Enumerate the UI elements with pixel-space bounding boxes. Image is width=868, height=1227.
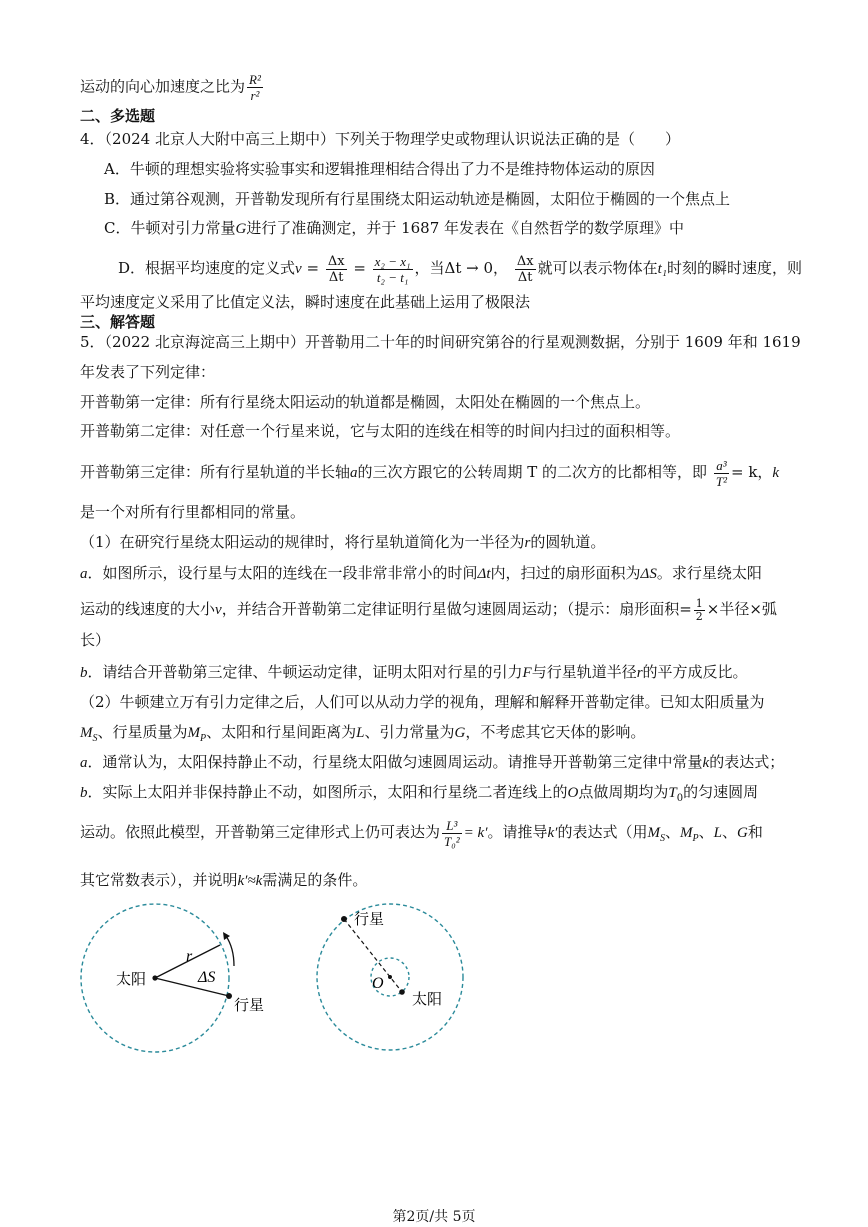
planet-dot bbox=[341, 916, 347, 922]
q4-d-comma: ， bbox=[493, 259, 509, 277]
q5-line2: 年发表了下列定律： bbox=[80, 363, 216, 381]
q5-part1-intro bbox=[80, 532, 605, 553]
q5-p2b-mp: M bbox=[679, 825, 693, 841]
figure2-sun-label: 太阳 bbox=[412, 990, 443, 1008]
page-footer: 第2页/共 5页 bbox=[392, 1209, 476, 1225]
q5-p1b-text-1: ．请结合开普勒第三定律、牛顿运动定律，证明太阳对行星的引力 bbox=[87, 663, 523, 681]
q5-law3-eq: = k， bbox=[730, 463, 773, 481]
q4-d-text-2: ，当 bbox=[414, 259, 445, 277]
q5-p2b-and: 和 bbox=[747, 823, 763, 841]
q5-law3-k: k bbox=[772, 465, 780, 481]
q5-p2-text-3: 、引力常量为 bbox=[364, 723, 455, 741]
q5-p1a-label: a bbox=[80, 566, 88, 582]
q5-p1b-f: F bbox=[522, 665, 532, 681]
q5-law1: 开普勒第一定律：所有行星绕太阳运动的轨道都是椭圆，太阳处在椭圆的一个焦点上。 bbox=[80, 393, 651, 411]
q4-d-text-1: D．根据平均速度的定义式 bbox=[118, 259, 296, 277]
q5-p1a-l2-text-3: ×半径×弧 bbox=[706, 600, 777, 618]
q5-p2-ms: M bbox=[80, 725, 93, 741]
center-o-dot bbox=[388, 975, 392, 979]
q5-p2a-text-2: 的表达式； bbox=[709, 753, 785, 771]
q5-p1a-half-den: 2 bbox=[695, 609, 703, 623]
q4-d-frac-3-num: Δx bbox=[516, 253, 534, 269]
q5-p2b-t0-sub: 0 bbox=[676, 793, 684, 804]
q5-p2b-ms-sub: S bbox=[659, 833, 665, 844]
q4-d-frac-3-den: Δt bbox=[517, 269, 533, 285]
q4-c-g: G bbox=[235, 221, 247, 237]
q5-law3-a: a bbox=[350, 465, 358, 481]
q5-p2b-sep2: 、 bbox=[698, 823, 714, 841]
q5-p2a-k: k bbox=[702, 755, 710, 771]
q5-p2b-l2-text-3: 的表达式（用 bbox=[557, 823, 648, 841]
q4-d-limit: Δt → 0 bbox=[444, 259, 494, 277]
q4-stem: 4．（2024 北京人大附中高三上期中）下列关于物理学史或物理认识说法正确的是（ ） bbox=[80, 130, 680, 148]
q3-ratio-denominator: r² bbox=[250, 88, 260, 103]
q5-p2b-mp-sub: P bbox=[692, 833, 699, 844]
q5-p2-ms-sub: S bbox=[92, 733, 98, 744]
q5-part2a bbox=[80, 752, 784, 773]
q3-ratio-numerator: R² bbox=[249, 72, 261, 87]
q5-p1-r: r bbox=[524, 535, 531, 551]
q5-p2-text-4: ，不考虑其它天体的影响。 bbox=[465, 723, 646, 741]
q5-part1b bbox=[80, 662, 748, 683]
q5-p1-text-1: （1）在研究行星绕太阳运动的规律时，将行星轨道简化为一半径为 bbox=[80, 533, 525, 551]
q4-d-frac-2-num: x₂ − x₁ bbox=[374, 253, 411, 269]
sun-dot bbox=[399, 989, 405, 995]
q5-p2b-den: T₀² bbox=[444, 833, 460, 849]
q4-d-text-3: 就可以表示物体在 bbox=[537, 259, 658, 277]
q5-p1a-half bbox=[694, 598, 705, 623]
q5-law3-num: a³ bbox=[714, 458, 729, 474]
q4-option-b: B．通过第谷观测，开普勒发现所有行星围绕太阳运动轨迹是椭圆，太阳位于椭圆的一个焦点上 bbox=[104, 190, 731, 208]
figure1-planet-label: 行星 bbox=[234, 996, 265, 1014]
q5-p1a-text-2: 内，扫过的扇形面积为 bbox=[490, 564, 641, 582]
section-title-multiple-choice: 二、多选题 bbox=[80, 107, 156, 125]
planet-dot bbox=[226, 993, 232, 999]
q5-p2b-label: b bbox=[80, 785, 88, 801]
q3-tail-text: 运动的向心加速度之比为 bbox=[80, 77, 246, 96]
q5-p2b-sep3: 、 bbox=[721, 823, 737, 841]
section-title-answer: 三、解答题 bbox=[80, 313, 156, 331]
q5-p2-mp: M bbox=[187, 725, 201, 741]
figure-sun-planet-orbit bbox=[78, 898, 278, 1058]
q5-p2b-fraction bbox=[442, 818, 462, 849]
q5-line1: 5．（2022 北京海淀高三上期中）开普勒用二十年的时间研究第谷的行星观测数据，分别于 1609 年和 1619 bbox=[80, 333, 801, 351]
q5-part1a-line2 bbox=[80, 596, 777, 623]
q5-part2-line2 bbox=[80, 722, 645, 749]
q4-d-v: v bbox=[295, 261, 302, 277]
q5-law3-den: T² bbox=[715, 473, 727, 489]
q5-p2b-text-2: 点做周期均为 bbox=[578, 783, 669, 801]
q5-p2b-num: L³ bbox=[442, 818, 462, 834]
q5-p2-l: L bbox=[356, 725, 365, 741]
q5-p2b-eq: = k′ bbox=[463, 825, 488, 841]
q5-p2b-t0: T bbox=[668, 785, 677, 801]
q5-law3-line2: 是一个对所有行里都相同的常量。 bbox=[80, 503, 306, 521]
q5-part2b-line3 bbox=[80, 870, 367, 891]
q5-p1a-ds: ΔS bbox=[640, 566, 657, 582]
q5-p2b-g: G bbox=[736, 825, 748, 841]
q4-option-d: D．根据平均速度的定义式v = $\frac{\Delta x}{\Delta t}$ = $\frac{\text{x₂ − x₁}}{\text{t₂ − t₁}}$ ，当Δt → 0， $\frac{\Delta x}{\Delta t}$ 就可以表示物体在t₁时刻的瞬时速度，则 bbox=[118, 253, 802, 285]
q5-p2b-l3-text-2: 需满足的条件。 bbox=[262, 871, 368, 889]
q5-law3-fraction bbox=[714, 458, 729, 489]
q5-law3-text-2: 的三次方跟它的公转周期 T 的二次方的比都相等，即 bbox=[357, 463, 708, 481]
q5-part2-line1: （2）牛顿建立万有引力定律之后，人们可以从动力学的视角，理解和解释开普勒定律。已知太阳质量为 bbox=[80, 693, 765, 711]
q4-d-frac-1 bbox=[326, 254, 347, 285]
q5-p2b-text-1: ．实际上太阳并非保持静止不动，如图所示，太阳和行星绕二者连线上的 bbox=[87, 783, 568, 801]
figure2-planet-label: 行星 bbox=[354, 910, 385, 928]
q5-p1a-l2-text-2: ，并结合开普勒第二定律证明行星做匀速圆周运动；（提示：扇形面积= bbox=[221, 600, 692, 618]
q4-d-frac-1-den: Δt bbox=[328, 269, 344, 285]
q3-ratio-fraction bbox=[247, 72, 263, 103]
q5-p2a-label: a bbox=[80, 755, 88, 771]
q5-p2b-l2-text-2: 。请推导 bbox=[487, 823, 548, 841]
q5-p1a-v: v bbox=[215, 602, 222, 618]
q3-tail-line bbox=[80, 72, 265, 103]
arrow-head-icon bbox=[223, 932, 230, 940]
q5-p2-text-2: 、太阳和行星间距离为 bbox=[206, 723, 357, 741]
q5-part1a-line3: 长） bbox=[80, 631, 111, 649]
q4-option-a: A．牛顿的理想实验将实验事实和逻辑推理相结合得出了力不是维持物体运动的原因 bbox=[104, 160, 655, 178]
q5-p1b-label: b bbox=[80, 665, 88, 681]
q5-p1b-text-3: 的平方成反比。 bbox=[642, 663, 748, 681]
q5-p1b-r: r bbox=[636, 665, 643, 681]
q4-option-d-line2: 平均速度定义采用了比值定义法，瞬时速度在此基础上运用了极限法 bbox=[80, 293, 531, 311]
q4-c-text-1: C．牛顿对引力常量 bbox=[104, 219, 236, 237]
q5-part2b-line2 bbox=[80, 815, 763, 856]
radius-line-2 bbox=[155, 978, 229, 996]
q5-p2a-text-1: ．通常认为，太阳保持静止不动，行星绕太阳做匀速圆周运动。请推导开普勒第三定律中常量 bbox=[87, 753, 703, 771]
q5-law2: 开普勒第二定律：对任意一个行星来说，它与太阳的连线在相等的时间内扫过的面积相等。 bbox=[80, 422, 681, 440]
q4-d-frac-2 bbox=[373, 254, 413, 285]
q5-p2b-sep1: 、 bbox=[664, 823, 680, 841]
q5-p1a-text-1: ．如图所示，设行星与太阳的连线在一段非常非常小的时间 bbox=[87, 564, 478, 582]
q5-p1a-dt: Δt bbox=[477, 566, 491, 582]
q5-p1-text-2: 的圆轨道。 bbox=[530, 533, 606, 551]
q5-part1a bbox=[80, 563, 762, 584]
q5-p2b-ms: M bbox=[647, 825, 660, 841]
q4-d-frac-1-num: Δx bbox=[327, 253, 345, 269]
q5-p2b-text-3: 的匀速圆周 bbox=[683, 783, 759, 801]
q5-p2-g: G bbox=[454, 725, 466, 741]
q5-p2b-o: O bbox=[567, 785, 579, 801]
q4-d-t1: t₁ bbox=[657, 261, 667, 277]
q5-part2b bbox=[80, 782, 758, 809]
q4-d-frac-3 bbox=[515, 254, 536, 285]
q5-p2b-l: L bbox=[713, 825, 722, 841]
motion-arc bbox=[226, 936, 234, 966]
q4-option-c bbox=[104, 218, 684, 239]
q5-p2-mp-sub: P bbox=[200, 733, 207, 744]
q5-p2b-kprime: k′ bbox=[547, 825, 558, 841]
q5-p2-text-1: 、行星质量为 bbox=[97, 723, 188, 741]
figure1-sun-label: 太阳 bbox=[116, 970, 147, 988]
q5-p2b-l2-text-1: 运动。依照此模型，开普勒第三定律形式上仍可表达为 bbox=[80, 823, 441, 841]
q4-d-frac-2-den: t₂ − t₁ bbox=[376, 269, 409, 285]
figure-binary-orbit bbox=[306, 898, 476, 1058]
q5-p2b-condition: k′≈k bbox=[237, 873, 263, 889]
figure1-ds-label: ΔS bbox=[198, 969, 216, 986]
q4-d-text-4: 时刻的瞬时速度，则 bbox=[666, 259, 802, 277]
q4-c-text-2: 进行了准确测定，并于 1687 年发表在《自然哲学的数学原理》中 bbox=[246, 219, 685, 237]
q5-p2b-l3-text-1: 其它常数表示），并说明 bbox=[80, 871, 238, 889]
q5-p1b-text-2: 与行星轨道半径 bbox=[531, 663, 637, 681]
figure1-r-label: r bbox=[186, 948, 193, 965]
figure2-o-label: O bbox=[372, 975, 384, 992]
q5-p1a-text-3: 。求行星绕太阳 bbox=[656, 564, 762, 582]
q5-p1a-l2-text-1: 运动的线速度的大小 bbox=[80, 600, 216, 618]
q5-law3 bbox=[80, 455, 779, 490]
sun-dot bbox=[152, 975, 157, 980]
q5-p1a-half-num: 1 bbox=[695, 596, 703, 610]
q5-law3-text-1: 开普勒第三定律：所有行星轨道的半长轴 bbox=[80, 463, 351, 481]
